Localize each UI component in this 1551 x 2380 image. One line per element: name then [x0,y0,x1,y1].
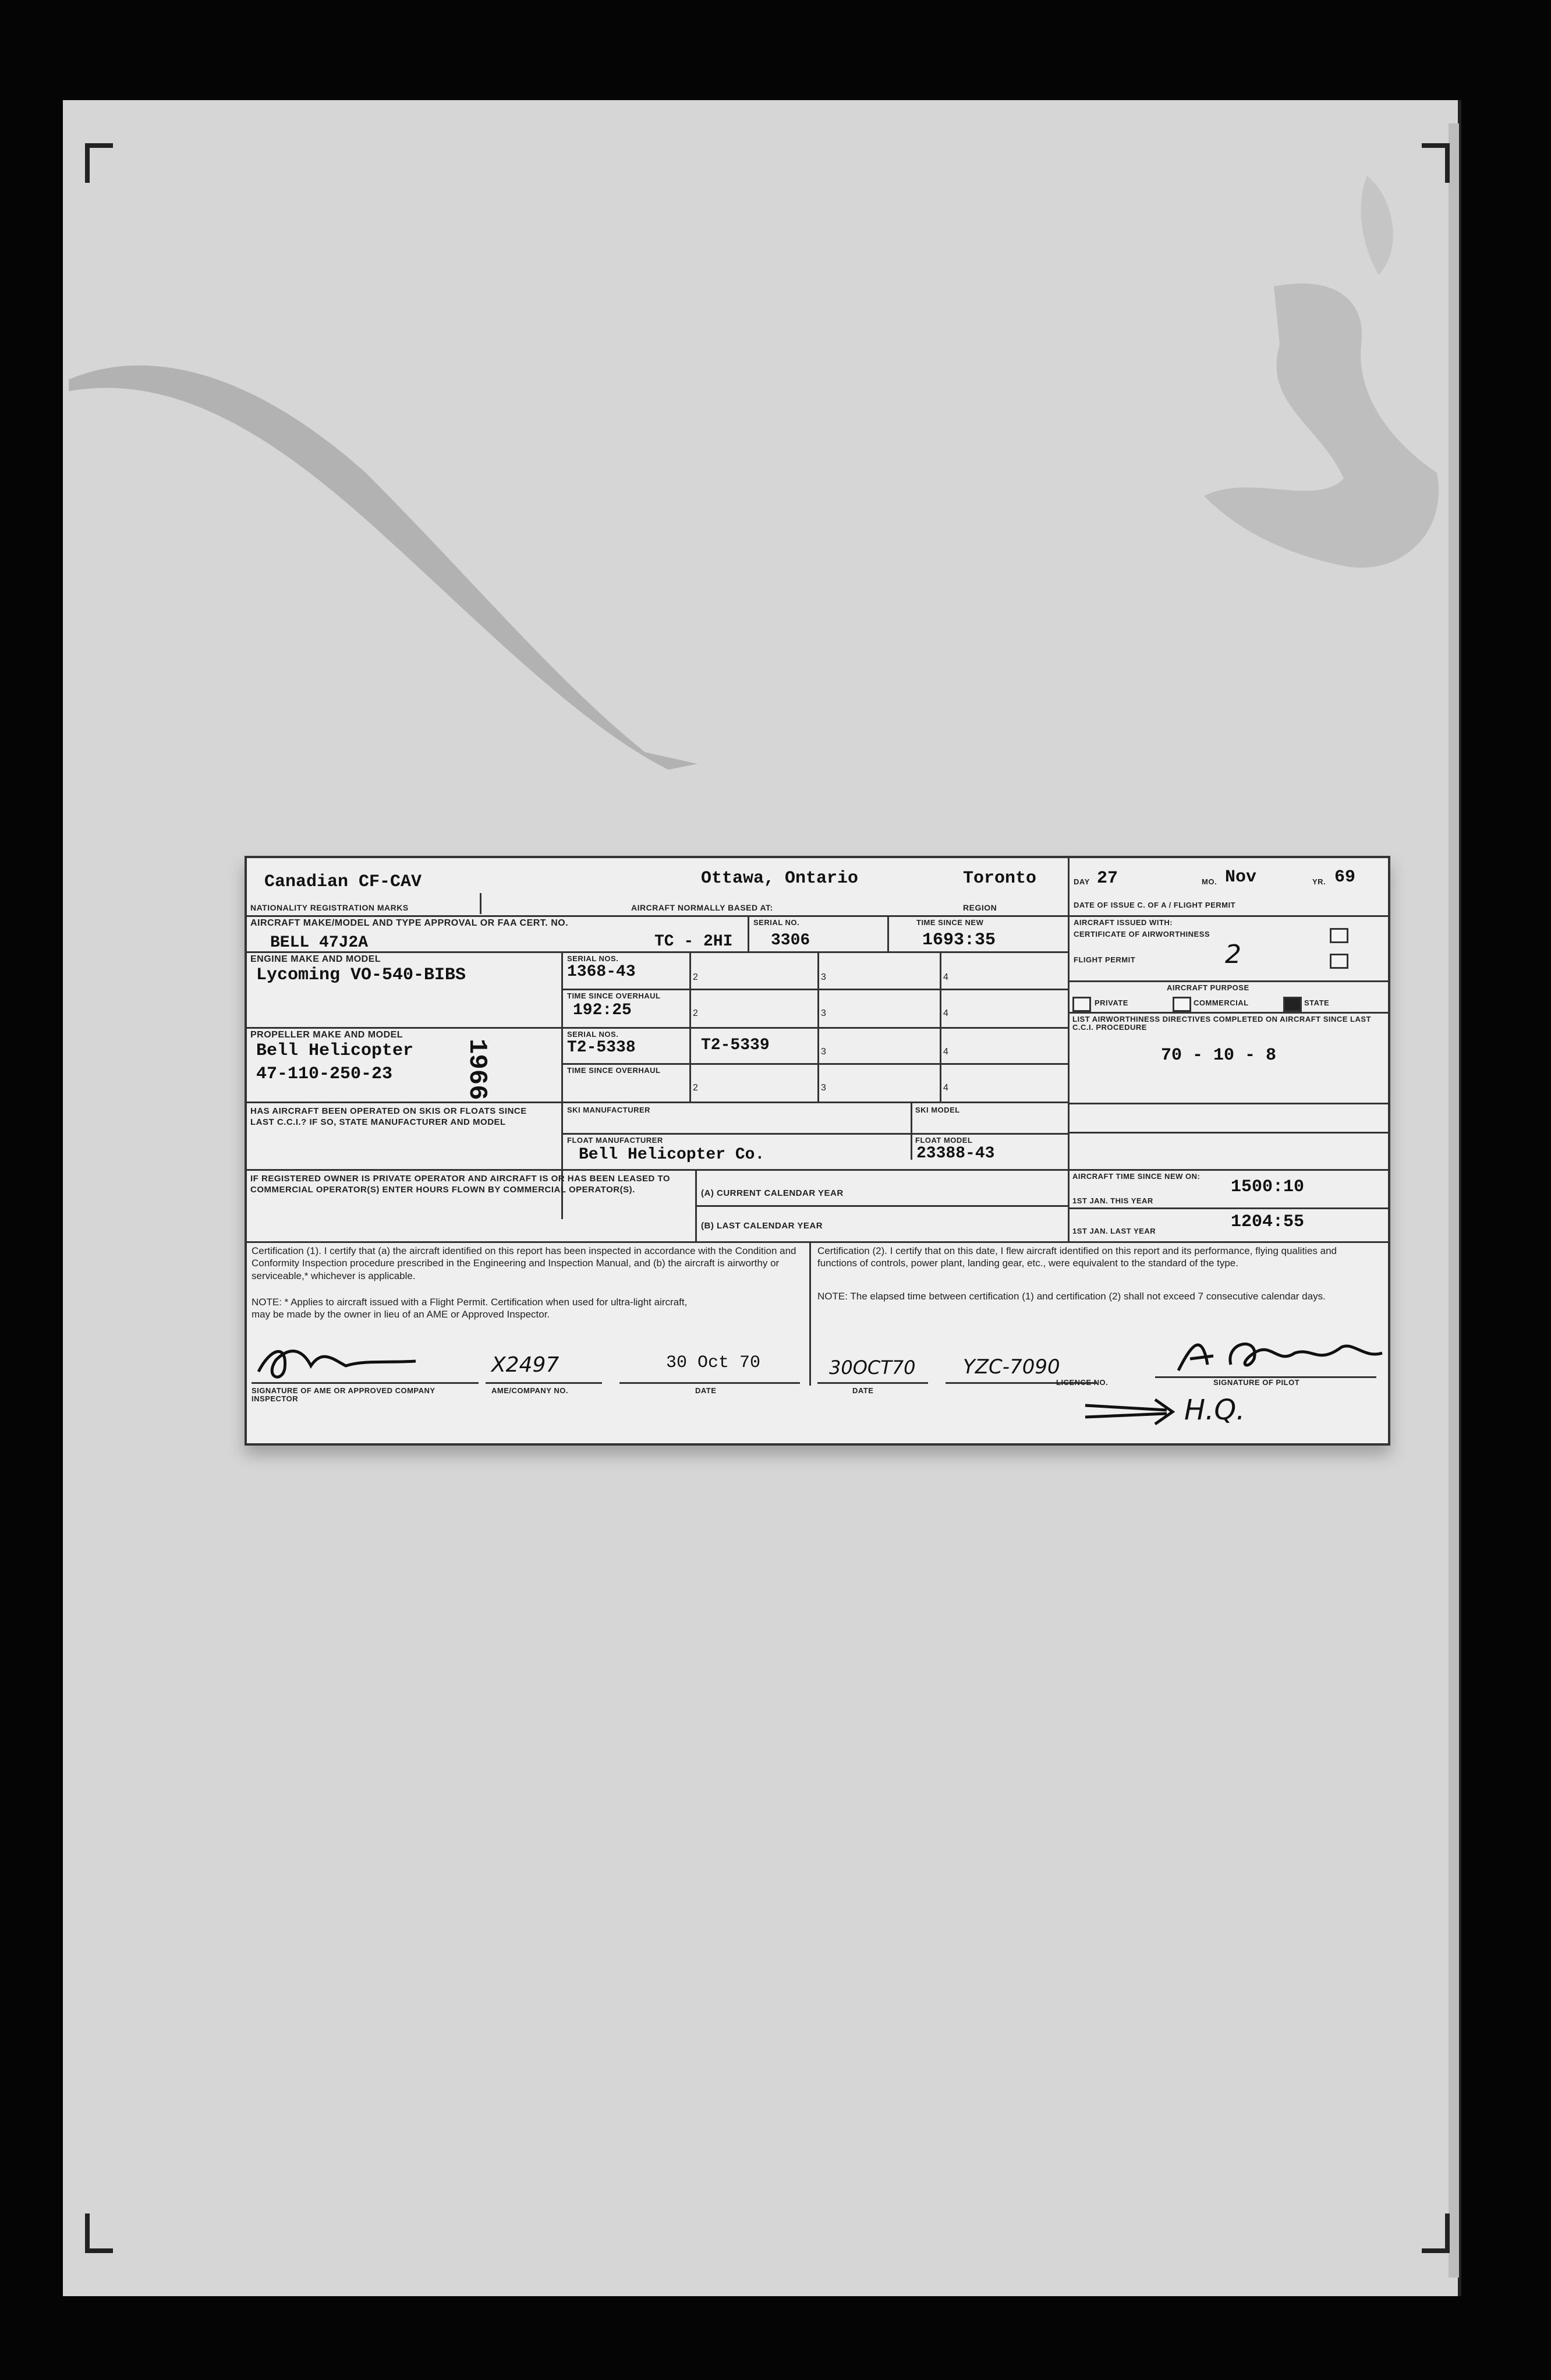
certification-2-note: NOTE: The elapsed time between certification (1) and certification (2) shall not exceed 7 consecutive calendar days. [817,1291,1326,1302]
purpose-private-label: PRIVATE [1095,998,1128,1007]
propeller-make-value: Bell Helicopter [256,1041,414,1061]
month-value: Nov [1225,867,1257,887]
base-location-label: AIRCRAFT NORMALLY BASED AT: [631,903,773,912]
purpose-commercial-label: COMMERCIAL [1194,998,1249,1007]
time-since-new-label: TIME SINCE NEW [916,918,984,927]
purpose-private-checkbox [1072,997,1091,1012]
month-label: MO. [1202,877,1217,886]
float-manufacturer-value: Bell Helicopter Co. [579,1146,765,1164]
base-location-value: Ottawa, Ontario [701,869,859,888]
type-approval-value: TC - 2HI [654,933,733,951]
ad-value: 70 - 10 - 8 [1161,1046,1277,1065]
current-year-label: (A) CURRENT CALENDAR YEAR [701,1188,844,1198]
date-2-value: 30OCT70 [829,1357,916,1379]
serial-label: SERIAL NO. [753,918,800,927]
certification-2-text: Certification (2). I certify that on this date, I flew aircraft identified on this report and its performance, flying qualities and functions of controls, power plant, landing gear, etc., were equivalent to the standard of the type. [817,1245,1337,1269]
pilot-signature-label: SIGNATURE OF PILOT [1213,1378,1300,1387]
make-model-label: AIRCRAFT MAKE/MODEL AND TYPE APPROVAL OR FAA CERT. NO. [250,918,569,928]
region-value: Toronto [963,869,1037,888]
float-model-value: 23388-43 [916,1145,995,1163]
operator-question: IF REGISTERED OWNER IS PRIVATE OPERATOR AND AIRCRAFT IS OR HAS BEEN LEASED TO COMMERCIAL OPERATOR(S) ENTER HOURS FLOWN BY COMMERCIAL OPERATOR(S). [250,1174,671,1195]
propeller-serial-label: SERIAL NOS. [567,1030,619,1039]
licence-label: LICENCE NO. [1056,1378,1109,1387]
ame-number-value: X2497 [491,1353,560,1377]
year-label: YR. [1312,877,1326,886]
propeller-label: PROPELLER MAKE AND MODEL [250,1030,403,1040]
date-1-label: DATE [695,1386,717,1395]
day-value: 27 [1097,869,1118,888]
aircraft-time-label: AIRCRAFT TIME SINCE NEW ON: [1072,1172,1201,1181]
date-2-label: DATE [852,1386,874,1395]
registration-value: Canadian CF-CAV [264,872,422,892]
ame-number-label: AME/COMPANY NO. [491,1386,568,1395]
engine-tso-label: TIME SINCE OVERHAUL [567,991,661,1000]
ame-signature [253,1337,427,1383]
day-label: DAY [1074,877,1090,886]
flight-permit-label: FLIGHT PERMIT [1074,955,1136,964]
propeller-serial-1-value: T2-5338 [567,1039,636,1057]
ad-label: LIST AIRWORTHINESS DIRECTIVES COMPLETED ON AIRCRAFT SINCE LAST C.C.I. PROCEDURE [1072,1015,1371,1032]
engine-label: ENGINE MAKE AND MODEL [250,954,381,964]
jan-this-year-label: 1ST JAN. THIS YEAR [1072,1196,1153,1205]
float-model-label: FLOAT MODEL [915,1136,973,1145]
ski-manufacturer-label: SKI MANUFACTURER [567,1106,651,1114]
jan-last-year-label: 1ST JAN. LAST YEAR [1072,1227,1156,1235]
float-manufacturer-label: FLOAT MANUFACTURER [567,1136,663,1145]
purpose-state-label: STATE [1304,998,1330,1007]
date-1-value: 30 Oct 70 [666,1353,761,1373]
year-value: 69 [1334,867,1356,887]
routing-note: H.Q. [1184,1394,1245,1426]
aircraft-issued-with-label: AIRCRAFT ISSUED WITH: [1074,918,1173,927]
purpose-state-checkbox-checked [1283,997,1302,1012]
engine-serial-value: 1368-43 [567,963,636,981]
make-model-value: BELL 47J2A [270,934,369,952]
purpose-label: AIRCRAFT PURPOSE [1167,983,1249,992]
registration-label: NATIONALITY REGISTRATION MARKS [250,903,409,912]
inspection-report-card: Canadian CF-CAV NATIONALITY REGISTRATION MARKS Ottawa, Ontario AIRCRAFT NORMALLY BASED AT: Toronto REGION DAY 27 MO. Nov YR. 69 DATE OF ISSUE C. OF A / FLIGHT PERMIT AIRCRAFT MAKE/MODEL AND TYPE APPROVAL OR FAA CERT. NO. BELL 47J2A TC - 2HI SERIAL NO. 3306 TIME SINCE NEW 1693:35 AIRCRAFT ISSUED WITH: CERTIFICATE OF AIRWORTHINESS FLIGHT PERMIT 2 ENGINE MAKE AND MODEL Lycoming VO-540-BIBS SERIAL NOS. 1368-43 TIME SINCE OVERHAUL 192:25 2 3 4 2 3 4 AIRCRAFT PURPOSE PRIVATE COMMERCIAL STATE LIST AIRWORTHINESS DIRECTIVES COMPLETED ON AIRCRAFT SINCE LAST C.C.I. PROCEDURE 70 - 10 - 8 PROPELLER MAKE AND MODEL Bell Helicopter 47-110-250-23 1966 SERIAL NOS. T2-5338 T2-5339 3 4 TIME SINCE OVERHAUL 2 3 4 HAS AIRCRAFT BEEN OPERATED ON SKIS OR FLOATS SINCE LAST C.C.I.? IF SO, STATE MANUFACTURER AND MODEL SKI MANUFACTURER SKI MODEL FLOAT MANUFACTURER Bell Helicopter Co. FLOAT MODEL 23388-43 IF REGISTERED OWNER IS PRIVATE OPERATOR AND AIRCRAFT IS OR HAS BEEN LEASED TO COMMERCIAL OPERATOR(S) ENTER HOURS FLOWN BY COMMERCIAL OPERATOR(S). (A) CURRENT CALENDAR YEAR (B) LAST CALENDAR YEAR AIRCRAFT TIME SINCE NEW ON: 1500:10 1ST JAN. THIS YEAR 1ST JAN. LAST YEAR 1204:55 Certification (1). I certify that (a) the aircraft identified on this report has been inspected in accordance with the Condition and Conformity Inspection procedure prescribed in the Engineering and Inspection Manual, and (b) the aircraft is airworthy or serviceable,* whichever is applicable. NOTE: * Applies to aircraft issued with a Flight Permit. Certification when used for ultra-light aircraft, may be made by the owner in lieu of an AME or Approved Inspector. Certification (2). I certify that on this date, I flew aircraft identified on this report and its performance, flying qualities and functions of controls, power plant, landing gear, etc., were equivalent to the standard of the type. NOTE: The elapsed time between certification (1) and certification (2) shall not exceed 7 consecutive calendar days. SIGNATURE OF AME OR APPROVED COMPANY INSPECTOR X2497 AME/COMPANY NO. 30 Oct 70 DATE 30OCT70 DATE YZC-7090 LICENCE NO. SIGNATURE OF PILOT H.Q. [245,856,1390,1446]
ski-model-label: SKI MODEL [915,1106,960,1114]
ski-float-question: HAS AIRCRAFT BEEN OPERATED ON SKIS OR FLOATS SINCE LAST C.C.I.? IF SO, STATE MANUFACTURER AND MODEL [250,1106,527,1127]
purpose-commercial-checkbox [1173,997,1191,1012]
licence-value: YZC-7090 [963,1355,1060,1379]
certification-1-note: NOTE: * Applies to aircraft issued with a Flight Permit. Certification when used for ultra-light aircraft, may be made by the owner in lieu of an AME or Approved Inspector. [252,1297,688,1320]
serial-value: 3306 [771,932,810,950]
jan-last-year-value: 1204:55 [1231,1212,1305,1232]
propeller-serial-2-value: T2-5339 [701,1036,770,1054]
routing-arrow-icon [1079,1394,1178,1429]
engine-serial-label: SERIAL NOS. [567,954,619,963]
certification-1-text: Certification (1). I certify that (a) the aircraft identified on this report has been inspected in accordance with the Condition and Conformity Inspection procedure prescribed in the Engineering and Inspection Manual, and (b) the aircraft is airworthy or serviceable,* whichever is applicable. [252,1245,796,1281]
engine-value: Lycoming VO-540-BIBS [256,965,466,985]
jan-this-year-value: 1500:10 [1231,1177,1305,1197]
last-year-label: (B) LAST CALENDAR YEAR [701,1221,823,1231]
propeller-model-value: 47-110-250-23 [256,1064,393,1084]
ame-signature-label: SIGNATURE OF AME OR APPROVED COMPANY INSPECTOR [252,1386,435,1403]
pilot-signature [1167,1324,1388,1382]
flight-permit-mark: 2 [1225,940,1241,969]
flight-permit-checkbox [1330,954,1348,969]
date-issue-label: DATE OF ISSUE C. OF A / FLIGHT PERMIT [1074,901,1236,909]
cert-airworthiness-checkbox [1330,928,1348,943]
propeller-tso-label: TIME SINCE OVERHAUL [567,1066,661,1075]
engine-tso-value: 192:25 [573,1001,632,1019]
region-label: REGION [963,903,997,912]
stamp-year: 1966 [462,1039,491,1100]
cert-airworthiness-label: CERTIFICATE OF AIRWORTHINESS [1074,930,1210,938]
time-since-new-value: 1693:35 [922,930,996,950]
